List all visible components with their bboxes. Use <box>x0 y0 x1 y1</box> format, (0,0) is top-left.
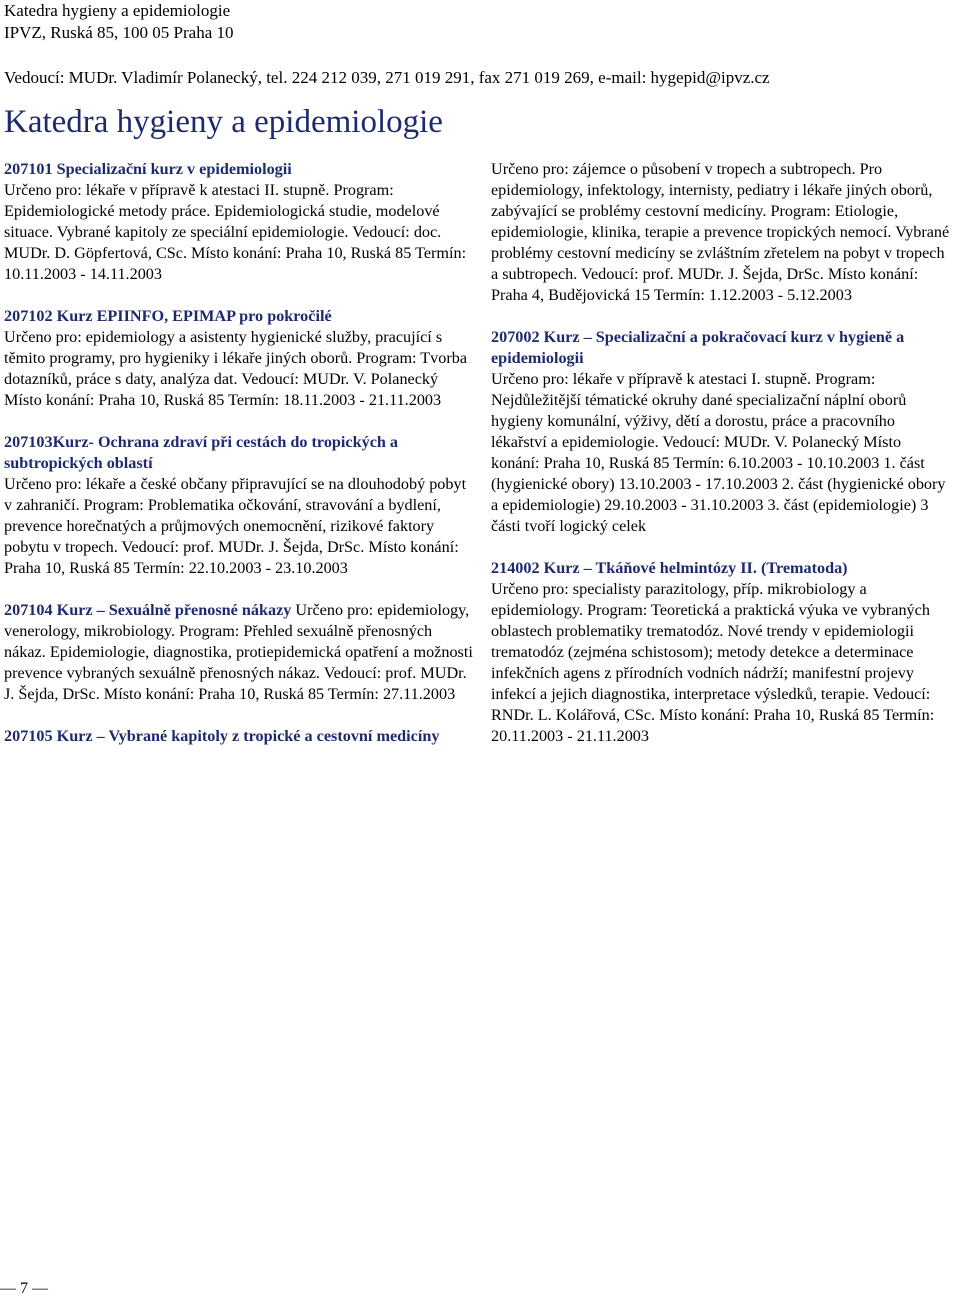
course-heading: 214002 Kurz – Tkáňové helmintózy II. (Trematoda) <box>491 559 848 577</box>
header-department: Katedra hygieny a epidemiologie <box>4 1 231 20</box>
page-title: Katedra hygieny a epidemiologie <box>4 104 443 140</box>
course-entry <box>4 159 474 285</box>
course-entry <box>491 327 951 537</box>
course-heading: 207103Kurz- Ochrana zdraví při cestách do tropických a subtropických oblastí <box>4 433 399 472</box>
course-entry <box>4 600 474 705</box>
header-address: IPVZ, Ruská 85, 100 05 Praha 10 <box>4 23 234 42</box>
course-entry <box>491 159 951 306</box>
course-description: Určeno pro: specialisty parazitology, příp. mikrobiology a epidemiology. Program: Teoretická a praktická výuka ve vybraných oblastech problematiky trematodóz. Nové trendy v epidemiologii trematodóz (zejména schistosom); metody detekce a determinace infekčních agens z přírodních vodních nádrží; manifestní projevy infekcí a jejich diagnostika, interpretace výsledků, terapie. Vedoucí: RNDr. L. Kolářová, CSc. Místo konání: Praha 10, Ruská 85 Termín: 20.11.2003 - 21.11.2003 <box>491 580 935 745</box>
course-description: Určeno pro: lékaře a české občany připravující se na dlouhodobý pobyt v zahraničí. Program: Problematika očkování, stravování a bydlení, prevence horečnatých a průjmových onemocnění, rizikové faktory pobytu v tropech. Vedoucí: prof. MUDr. J. Šejda, DrSc. Místo konání: Praha 10, Ruská 85 Termín: 22.10.2003 - 23.10.2003 <box>4 475 467 577</box>
course-entry <box>491 558 951 747</box>
course-heading: 207104 Kurz – Sexuálně přenosné nákazy <box>4 601 292 619</box>
course-heading: 207105 Kurz – Vybrané kapitoly z tropické a cestovní medicíny <box>4 727 440 745</box>
course-description: Určeno pro: lékaře v přípravě k atestaci I. stupně. Program: Nejdůležitější tématické okruhy dané specializační náplní oborů hygieny komunální, výživy, dětí a dorostu, práce a pracovního lékařství a epidemiologie. Vedoucí: MUDr. V. Polanecký Místo konání: Praha 10, Ruská 85 Termín: 6.10.2003 - 10.10.2003 1. část (hygienické obory) 13.10.2003 - 17.10.2003 2. část (hygienické obory a epidemiologie) 29.10.2003 - 31.10.2003 3. část (epidemiologie) 3 části tvoří logický celek <box>491 370 946 535</box>
course-description: Určeno pro: epidemiology a asistenty hygienické služby, pracující s těmito programy, pro hygieniky i lékaře jiných oborů. Program: Tvorba dotazníků, práce s daty, analýza dat. Vedoucí: MUDr. V. Polanecký Místo konání: Praha 10, Ruská 85 Termín: 18.11.2003 - 21.11.2003 <box>4 328 468 409</box>
course-description: Určeno pro: epidemiology, venerology, mikrobiology. Program: Přehled sexuálně přenosných nákaz. Epidemiologie, diagnostika, protiepidemická opatření a možnosti prevence vybraných sexuálně přenosných nákaz. Vedoucí: prof. MUDr. J. Šejda, DrSc. Místo konání: Praha 10, Ruská 85 Termín: 27.11.2003 <box>4 601 473 703</box>
course-heading: 207102 Kurz EPIINFO, EPIMAP pro pokročilé <box>4 307 332 325</box>
left-column <box>4 159 474 768</box>
course-entry <box>4 432 474 579</box>
right-column <box>491 159 951 768</box>
course-entry <box>4 726 474 747</box>
course-heading: 207101 Specializační kurz v epidemiologii <box>4 160 292 178</box>
page-number: — 7 — <box>0 1280 48 1297</box>
course-description: Určeno pro: lékaře v přípravě k atestaci II. stupně. Program: Epidemiologické metody práce. Epidemiologická studie, modelové situace. Vybrané kapitoly ze speciální epidemiologie. Vedoucí: doc. MUDr. D. Göpfertová, CSc. Místo konání: Praha 10, Ruská 85 Termín: 10.11.2003 - 14.11.2003 <box>4 181 467 283</box>
course-description: Určeno pro: zájemce o působení v tropech a subtropech. Pro epidemiology, infektology, internisty, pediatry i lékaře jiných oborů, zabývající se problémy cestovní medicíny. Program: Etiologie, epidemiologie, klinika, terapie a prevence tropických nemocí. Vybrané problémy cestovní medicíny se zvláštním zřetelem na pobyt v tropech a subtropech. Vedoucí: prof. MUDr. J. Šejda, DrSc. Místo konání: Praha 4, Budějovická 15 Termín: 1.12.2003 - 5.12.2003 <box>491 160 950 304</box>
header-contact: Vedoucí: MUDr. Vladimír Polanecký, tel. 224 212 039, 271 019 291, fax 271 019 269, e-mail: hygepid@ipvz.cz <box>4 68 770 87</box>
course-heading: 207002 Kurz – Specializační a pokračovací kurz v hygieně a epidemiologii <box>491 328 905 367</box>
course-entry <box>4 306 474 411</box>
